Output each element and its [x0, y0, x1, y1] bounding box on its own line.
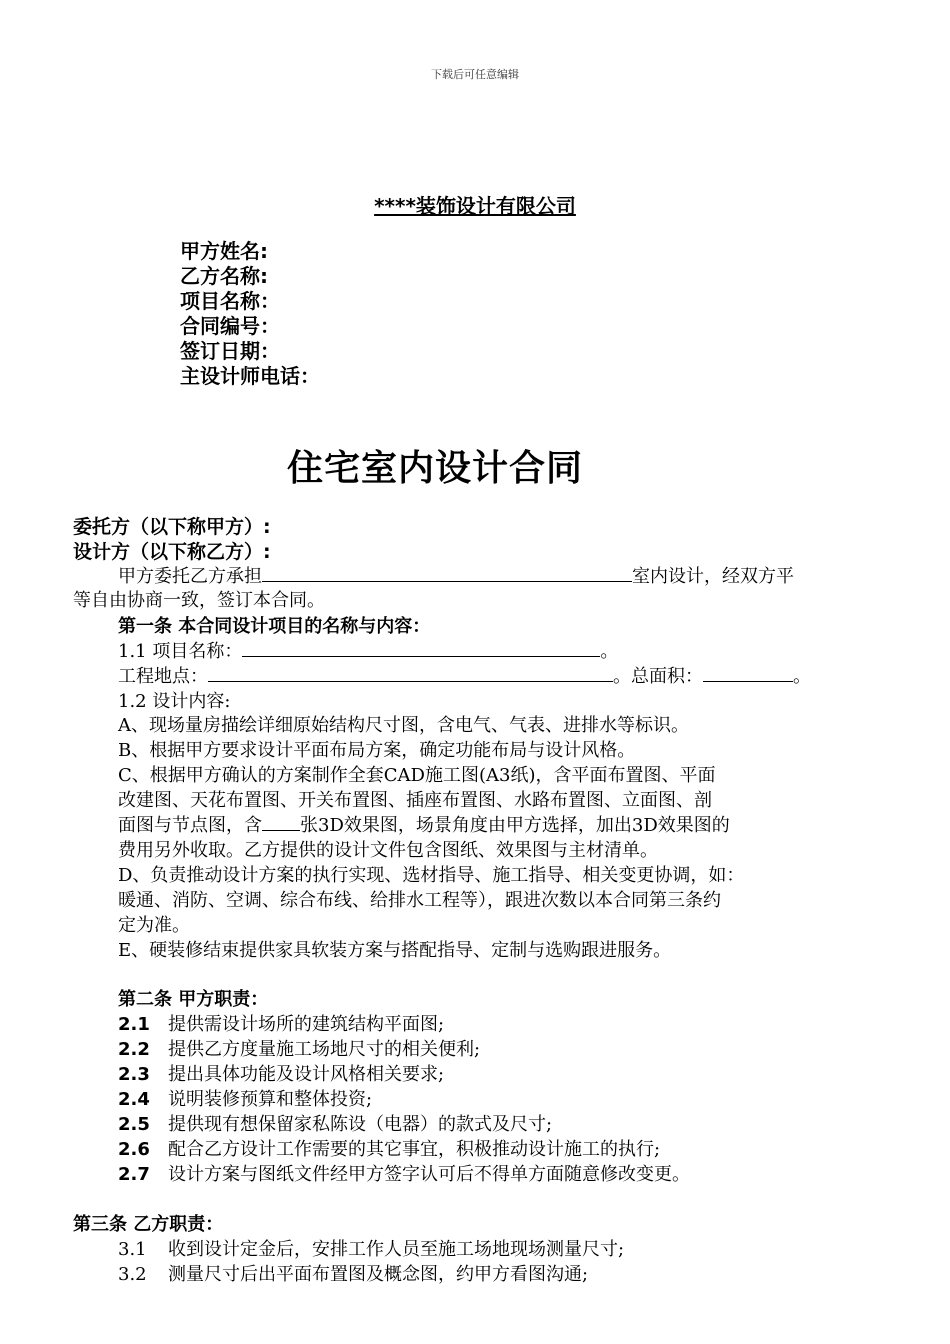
content-item-d-line-1: D、负责推动设计方案的执行实现、选材指导、施工指导、相关变更协调，如： [118, 865, 745, 886]
intro-suffix: 室内设计，经双方平 [632, 566, 794, 587]
project-name-line [118, 640, 618, 664]
info-field-designer-phone: 主设计师电话： [180, 364, 320, 388]
content-item-c-line-4: 费用另外收取。乙方提供的设计文件包含图纸、效果图与主材清单。 [118, 840, 658, 861]
article-2-heading: 第二条 甲方职责： [118, 989, 269, 1010]
item-text: 提出具体功能及设计风格相关要求; [168, 1064, 445, 1085]
item-text: 收到设计定金后，安排工作人员至施工场地现场测量尺寸; [168, 1239, 625, 1260]
list-item [118, 1038, 480, 1062]
intro-line-2: 等自由协商一致，签订本合同。 [73, 590, 325, 611]
content-item-d-line-3: 定为准。 [118, 915, 190, 936]
site-label: 工程地点： [118, 666, 208, 687]
project-name-label: 1.1 项目名称： [118, 641, 243, 662]
designer-label: 设计方（以下称乙方）: [73, 541, 271, 563]
content-item-c-line-2: 改建图、天花布置图、开关布置图、插座布置图、水路布置图、立面图、剖 [118, 790, 712, 811]
item-number: 2.4 [118, 1089, 150, 1110]
list-item [118, 1163, 690, 1187]
company-name: ****装饰设计有限公司 [374, 194, 576, 218]
info-field-sign-date: 签订日期： [180, 339, 280, 363]
item-number: 2.6 [118, 1139, 150, 1160]
article-3-heading: 第三条 乙方职责： [73, 1214, 224, 1235]
item-number: 2.7 [118, 1164, 150, 1185]
item-text: 提供乙方度量施工场地尺寸的相关便利; [168, 1039, 481, 1060]
content-label: 1.2 设计内容: [118, 691, 231, 712]
item-number: 2.5 [118, 1114, 150, 1135]
header-note: 下载后可任意编辑 [431, 68, 519, 81]
intro-project-blank[interactable] [262, 565, 632, 582]
item-c3-suffix: 张3D效果图，场景角度由甲方选择，加出3D效果图的 [300, 815, 730, 836]
list-item [118, 1238, 624, 1262]
item-text: 提供现有想保留家私陈设（电器）的款式及尺寸; [168, 1114, 553, 1135]
list-item [118, 1088, 372, 1112]
period: 。 [600, 641, 619, 662]
render-count-blank[interactable] [262, 814, 300, 831]
item-text: 测量尺寸后出平面布置图及概念图，约甲方看图沟通; [168, 1264, 589, 1285]
intro-prefix: 甲方委托乙方承担 [118, 566, 262, 587]
item-text: 说明装修预算和整体投资; [168, 1089, 373, 1110]
content-item-d-line-2: 暖通、消防、空调、综合布线、给排水工程等），跟进次数以本合同第三条约 [118, 890, 721, 911]
content-item-c-line-3 [118, 814, 730, 838]
item-number: 3.1 [118, 1239, 147, 1260]
item-text: 提供需设计场所的建筑结构平面图; [168, 1014, 445, 1035]
info-field-project-name: 项目名称： [180, 289, 280, 313]
period: 。 [793, 666, 811, 687]
project-name-blank[interactable] [242, 640, 600, 657]
area-label: 。总面积： [613, 666, 703, 687]
info-field-contract-number: 合同编号： [180, 314, 280, 338]
article-1-heading: 第一条 本合同设计项目的名称与内容： [118, 616, 431, 637]
info-field-client-name: 甲方姓名: [180, 239, 268, 263]
info-field-party-b-name: 乙方名称: [180, 264, 268, 288]
list-item [118, 1263, 588, 1287]
list-item [118, 1113, 552, 1137]
item-number: 2.2 [118, 1039, 150, 1060]
intro-line-1 [118, 565, 794, 589]
item-number: 2.3 [118, 1064, 150, 1085]
item-c3-prefix: 面图与节点图，含 [118, 815, 262, 836]
item-number: 3.2 [118, 1264, 147, 1285]
document-title: 住宅室内设计合同 [286, 448, 583, 489]
content-item-a: A、现场量房描绘详细原始结构尺寸图，含电气、气表、进排水等标识。 [118, 715, 689, 736]
item-text: 配合乙方设计工作需要的其它事宜，积极推动设计施工的执行; [168, 1139, 661, 1160]
list-item [118, 1013, 444, 1037]
site-line [118, 665, 811, 689]
client-label: 委托方（以下称甲方）: [73, 516, 271, 538]
content-item-b: B、根据甲方要求设计平面布局方案，确定功能布局与设计风格。 [118, 740, 636, 761]
item-text: 设计方案与图纸文件经甲方签字认可后不得单方面随意修改变更。 [168, 1164, 690, 1185]
item-number: 2.1 [118, 1014, 150, 1035]
site-blank[interactable] [208, 665, 613, 682]
area-blank[interactable] [703, 665, 793, 682]
list-item [118, 1063, 444, 1087]
list-item [118, 1138, 660, 1162]
content-item-c-line-1: C、根据甲方确认的方案制作全套CAD施工图(A3纸)，含平面布置图、平面 [118, 765, 716, 786]
content-item-e: E、硬装修结束提供家具软装方案与搭配指导、定制与选购跟进服务。 [118, 940, 672, 961]
